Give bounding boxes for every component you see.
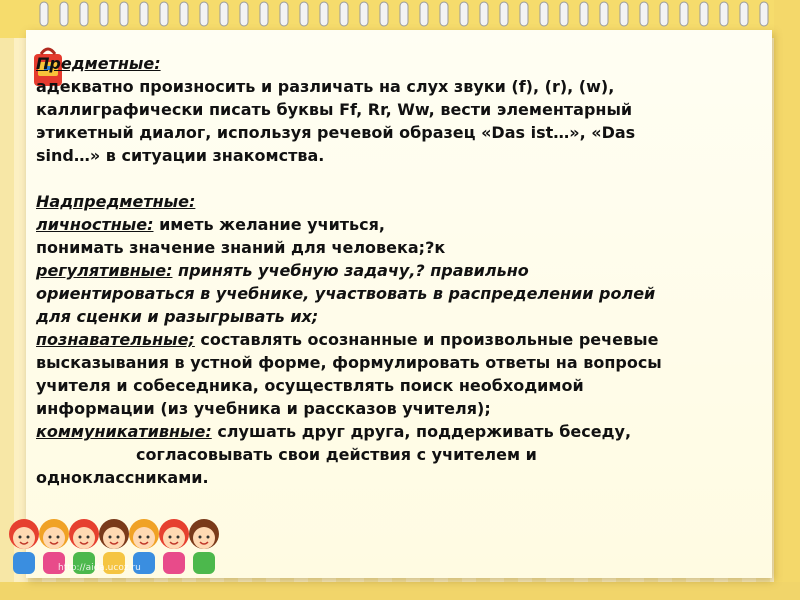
spiral-ring bbox=[680, 2, 688, 26]
right-column bbox=[774, 0, 800, 600]
personal-label: личностные: bbox=[36, 215, 154, 234]
spiral-ring bbox=[40, 2, 48, 26]
spiral-ring bbox=[120, 2, 128, 26]
spiral-ring bbox=[240, 2, 248, 26]
spiral-ring bbox=[100, 2, 108, 26]
spiral-binding bbox=[0, 0, 800, 30]
spiral-ring bbox=[280, 2, 288, 26]
spiral-ring bbox=[180, 2, 188, 26]
spiral-ring bbox=[460, 2, 468, 26]
cognitive-line-3: учителя и собеседника, осуществлять поиск необходимой bbox=[36, 376, 584, 395]
spiral-ring bbox=[380, 2, 388, 26]
spiral-ring bbox=[740, 2, 748, 26]
spiral-ring bbox=[200, 2, 208, 26]
spiral-ring bbox=[720, 2, 728, 26]
main-text bbox=[36, 52, 736, 489]
spiral-ring bbox=[660, 2, 668, 26]
spiral-ring bbox=[160, 2, 168, 26]
personal-line-2: понимать значение знаний для человека;?к bbox=[36, 238, 446, 257]
spiral-ring bbox=[360, 2, 368, 26]
personal-text: иметь желание учиться, bbox=[153, 215, 385, 234]
spiral-ring bbox=[700, 2, 708, 26]
spiral-ring bbox=[440, 2, 448, 26]
spiral-ring bbox=[320, 2, 328, 26]
heading-metasubject: Надпредметные: bbox=[36, 192, 196, 211]
cognitive-text: составлять осознанные и произвольные речевые bbox=[194, 330, 659, 349]
spiral-ring bbox=[580, 2, 588, 26]
bottom-strip bbox=[0, 582, 800, 600]
spiral-ring bbox=[560, 2, 568, 26]
regulative-line-2: ориентироваться в учебнике, участвовать в распределении ролей bbox=[36, 284, 656, 303]
spiral-ring bbox=[500, 2, 508, 26]
spiral-ring bbox=[600, 2, 608, 26]
footer-url: http://aida.ucoz.ru bbox=[58, 563, 141, 573]
spiral-ring bbox=[300, 2, 308, 26]
child-figure bbox=[159, 519, 189, 574]
spiral-ring bbox=[140, 2, 148, 26]
cognitive-line-4: информации (из учебника и рассказов учителя); bbox=[36, 399, 491, 418]
cognitive-line-2: высказывания в устной форме, формулировать ответы на вопросы bbox=[36, 353, 662, 372]
child-figure bbox=[189, 519, 219, 574]
regulative-line-3: для сценки и разыгрывать их; bbox=[36, 307, 319, 326]
spiral-ring bbox=[640, 2, 648, 26]
communicative-line-2: согласовывать свои действия с учителем и bbox=[136, 445, 537, 464]
subject-line-1: адекватно произносить и различать на слух звуки (f), (r), (w), bbox=[36, 77, 615, 96]
regulative-text: принять учебную задачу,? правильно bbox=[172, 261, 529, 280]
cognitive-label: познавательные; bbox=[36, 330, 195, 349]
spiral-ring bbox=[340, 2, 348, 26]
communicative-label: коммуникативные: bbox=[36, 422, 212, 441]
spiral-ring bbox=[260, 2, 268, 26]
child-figure bbox=[9, 519, 39, 574]
spiral-ring bbox=[80, 2, 88, 26]
subject-line-2: каллиграфически писать буквы Ff, Rr, Ww, вести элементарный bbox=[36, 100, 633, 119]
spiral-ring bbox=[480, 2, 488, 26]
spiral-ring bbox=[760, 2, 768, 26]
regulative-label: регулятивные: bbox=[36, 261, 173, 280]
spiral-ring bbox=[420, 2, 428, 26]
subject-line-3: этикетный диалог, используя речевой образец «Das ist…», «Das bbox=[36, 123, 636, 142]
spiral-ring bbox=[540, 2, 548, 26]
heading-subject: Предметные: bbox=[36, 54, 161, 73]
spiral-ring bbox=[520, 2, 528, 26]
communicative-line-3: одноклассниками. bbox=[36, 468, 209, 487]
spiral-ring bbox=[620, 2, 628, 26]
spiral-ring bbox=[60, 2, 68, 26]
spiral-ring bbox=[220, 2, 228, 26]
communicative-text: слушать друг друга, поддерживать беседу, bbox=[211, 422, 632, 441]
subject-line-4: sind…» в ситуации знакомства. bbox=[36, 146, 325, 165]
spiral-ring bbox=[400, 2, 408, 26]
